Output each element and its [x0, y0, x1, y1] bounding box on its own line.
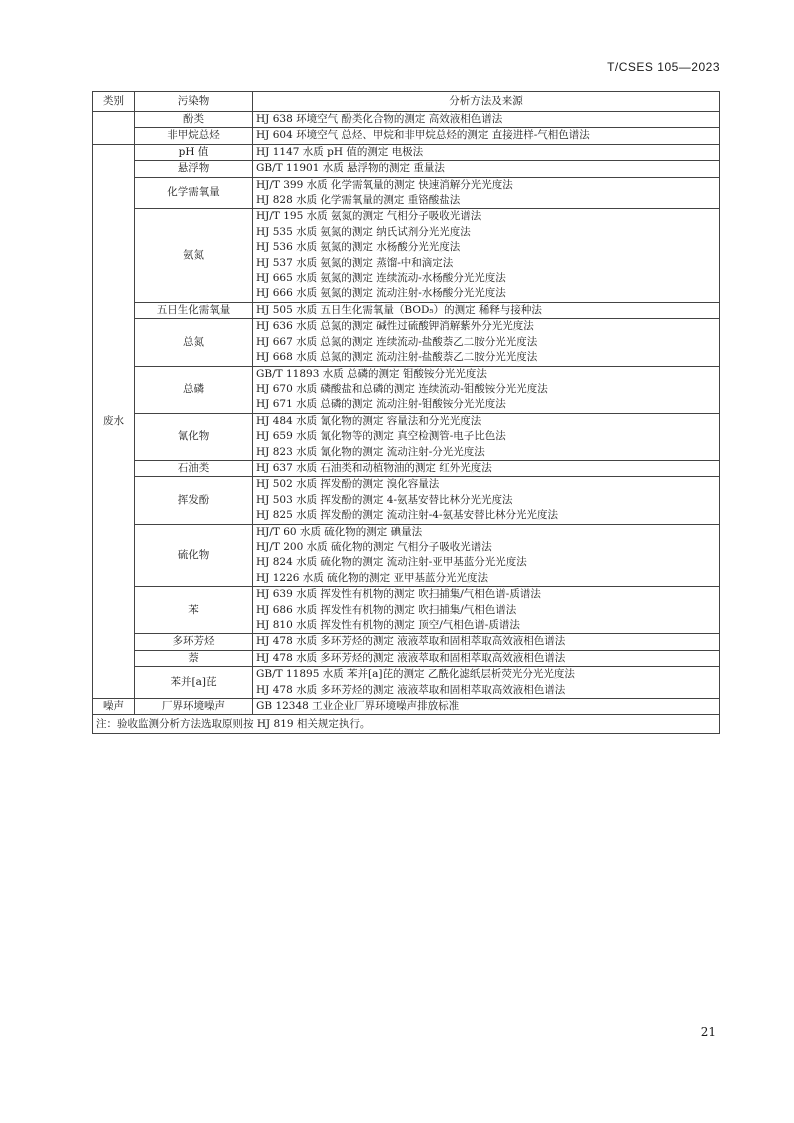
method-line: HJ 665 水质 氨氮的测定 连续流动-水杨酸分光光度法 [256, 272, 506, 285]
table-row [93, 650, 720, 666]
page-number: 21 [700, 1025, 716, 1039]
method-cell [253, 209, 720, 302]
table-row [93, 634, 720, 650]
pollutant-cell: 多环芳烃 [135, 634, 253, 650]
pollutant-cell: 苯 [135, 587, 253, 634]
table-row [93, 667, 720, 699]
table-row [93, 319, 720, 366]
table-row [93, 177, 720, 209]
method-line: HJ 667 水质 总氮的测定 连续流动-盐酸萘乙二胺分光光度法 [256, 335, 538, 348]
method-cell [253, 634, 720, 650]
method-line: HJ 659 水质 氰化物等的测定 真空检测管-电子比色法 [256, 430, 506, 443]
method-cell [253, 667, 720, 699]
method-cell [253, 413, 720, 460]
method-line: HJ 537 水质 氨氮的测定 蒸馏-中和滴定法 [256, 256, 454, 269]
method-cell [253, 366, 720, 413]
method-line: GB/T 11895 水质 苯并[a]芘的测定 乙酰化滤纸层析荧光分光光度法 [256, 668, 575, 681]
method-line: HJ 503 水质 挥发酚的测定 4-氨基安替比林分光光度法 [256, 493, 513, 506]
analysis-methods-table [92, 91, 720, 734]
method-line: GB/T 11901 水质 悬浮物的测定 重量法 [256, 162, 445, 175]
table-body [93, 112, 720, 734]
method-cell [253, 460, 720, 476]
table-row [93, 524, 720, 587]
method-line: HJ 666 水质 氨氮的测定 流动注射-水杨酸分光光度法 [256, 287, 506, 300]
method-line: HJ 639 水质 挥发性有机物的测定 吹扫捕集/气相色谱-质谱法 [256, 588, 541, 601]
standard-code: T/CSES 105—2023 [607, 60, 720, 74]
method-line: HJ/T 399 水质 化学需氧量的测定 快速消解分光光度法 [256, 178, 513, 191]
method-line: HJ 637 水质 石油类和动植物油的测定 红外光度法 [256, 461, 492, 474]
table-row [93, 366, 720, 413]
method-cell [253, 161, 720, 177]
pollutant-cell: 硫化物 [135, 524, 253, 587]
method-line: HJ 536 水质 氨氮的测定 水杨酸分光光度法 [256, 241, 461, 254]
method-cell [253, 477, 720, 524]
method-cell [253, 319, 720, 366]
category-cell [93, 112, 135, 145]
pollutant-cell: 苯并[a]芘 [135, 667, 253, 699]
method-line: HJ 668 水质 总氮的测定 流动注射-盐酸萘乙二胺分光光度法 [256, 351, 538, 364]
pollutant-cell: pH 值 [135, 144, 253, 160]
method-line: GB/T 11893 水质 总磷的测定 钼酸铵分光光度法 [256, 367, 487, 380]
method-line: HJ 671 水质 总磷的测定 流动注射-钼酸铵分光光度法 [256, 398, 506, 411]
method-cell [253, 128, 720, 144]
method-cell [253, 699, 720, 715]
method-cell [253, 587, 720, 634]
table-row [93, 209, 720, 302]
table-note: 注：验收监测分析方法选取原则按 HJ 819 相关规定执行。 [93, 715, 720, 734]
table-row [93, 112, 720, 128]
table-row [93, 587, 720, 634]
pollutant-cell: 氨氮 [135, 209, 253, 302]
method-line: HJ 828 水质 化学需氧量的测定 重铬酸盐法 [256, 194, 461, 207]
pollutant-cell: 酚类 [135, 112, 253, 128]
method-line: HJ 1147 水质 pH 值的测定 电极法 [256, 145, 424, 158]
table-row [93, 477, 720, 524]
pollutant-cell: 非甲烷总烃 [135, 128, 253, 144]
method-cell [253, 524, 720, 587]
method-line: HJ 505 水质 五日生化需氧量（BOD₅）的测定 稀释与接种法 [256, 303, 542, 316]
method-cell [253, 302, 720, 318]
pollutant-cell: 总磷 [135, 366, 253, 413]
method-cell [253, 112, 720, 128]
method-line: HJ/T 60 水质 硫化物的测定 碘量法 [256, 525, 423, 538]
method-line: HJ 686 水质 挥发性有机物的测定 吹扫捕集/气相色谱法 [256, 603, 517, 616]
table-row [93, 460, 720, 476]
table-header-row [93, 92, 720, 112]
pollutant-cell: 挥发酚 [135, 477, 253, 524]
method-line: HJ 535 水质 氨氮的测定 纳氏试剂分光光度法 [256, 225, 471, 238]
note-row [93, 715, 720, 734]
method-line: HJ 823 水质 氰化物的测定 流动注射-分光光度法 [256, 445, 485, 458]
table-row [93, 699, 720, 715]
method-line: HJ 638 环境空气 酚类化合物的测定 高效液相色谱法 [256, 113, 503, 125]
pollutant-cell: 五日生化需氧量 [135, 302, 253, 318]
table-row [93, 413, 720, 460]
method-line: GB 12348 工业企业厂界环境噪声排放标准 [256, 700, 460, 713]
method-line: HJ 636 水质 总氮的测定 碱性过硫酸钾消解紫外分光光度法 [256, 320, 534, 333]
pollutant-cell: 氰化物 [135, 413, 253, 460]
method-line: HJ 478 水质 多环芳烃的测定 液液萃取和固相萃取高效液相色谱法 [256, 635, 566, 648]
pollutant-cell: 悬浮物 [135, 161, 253, 177]
category-cell: 废水 [93, 144, 135, 698]
method-line: HJ 478 水质 多环芳烃的测定 液液萃取和固相萃取高效液相色谱法 [256, 651, 566, 664]
table-row [93, 302, 720, 318]
pollutant-cell: 石油类 [135, 460, 253, 476]
pollutant-cell: 总氮 [135, 319, 253, 366]
pollutant-cell: 萘 [135, 650, 253, 666]
table-row [93, 128, 720, 144]
table-row [93, 161, 720, 177]
method-line: HJ/T 195 水质 氨氮的测定 气相分子吸收光谱法 [256, 210, 482, 223]
method-line: HJ 502 水质 挥发酚的测定 溴化容量法 [256, 478, 440, 491]
table-row [93, 144, 720, 160]
header-category: 类别 [93, 92, 135, 112]
header-method: 分析方法及来源 [253, 92, 720, 112]
method-cell [253, 177, 720, 209]
method-line: HJ 604 环境空气 总烃、甲烷和非甲烷总烃的测定 直接进样-气相色谱法 [256, 129, 590, 142]
pollutant-cell: 厂界环境噪声 [135, 699, 253, 715]
method-line: HJ 670 水质 磷酸盐和总磷的测定 连续流动-钼酸铵分光光度法 [256, 382, 548, 395]
method-line: HJ 478 水质 多环芳烃的测定 液液萃取和固相萃取高效液相色谱法 [256, 683, 566, 696]
method-line: HJ 484 水质 氰化物的测定 容量法和分光光度法 [256, 414, 482, 427]
method-line: HJ/T 200 水质 硫化物的测定 气相分子吸收光谱法 [256, 540, 492, 553]
pollutant-cell: 化学需氧量 [135, 177, 253, 209]
method-cell [253, 650, 720, 666]
header-pollutant: 污染物 [135, 92, 253, 112]
method-line: HJ 1226 水质 硫化物的测定 亚甲基蓝分光光度法 [256, 571, 488, 584]
method-line: HJ 825 水质 挥发酚的测定 流动注射-4-氨基安替比林分光光度法 [256, 509, 559, 522]
method-line: HJ 824 水质 硫化物的测定 流动注射-亚甲基蓝分光光度法 [256, 556, 527, 569]
category-cell: 噪声 [93, 699, 135, 715]
method-line: HJ 810 水质 挥发性有机物的测定 顶空/气相色谱-质谱法 [256, 619, 520, 631]
method-cell [253, 144, 720, 160]
